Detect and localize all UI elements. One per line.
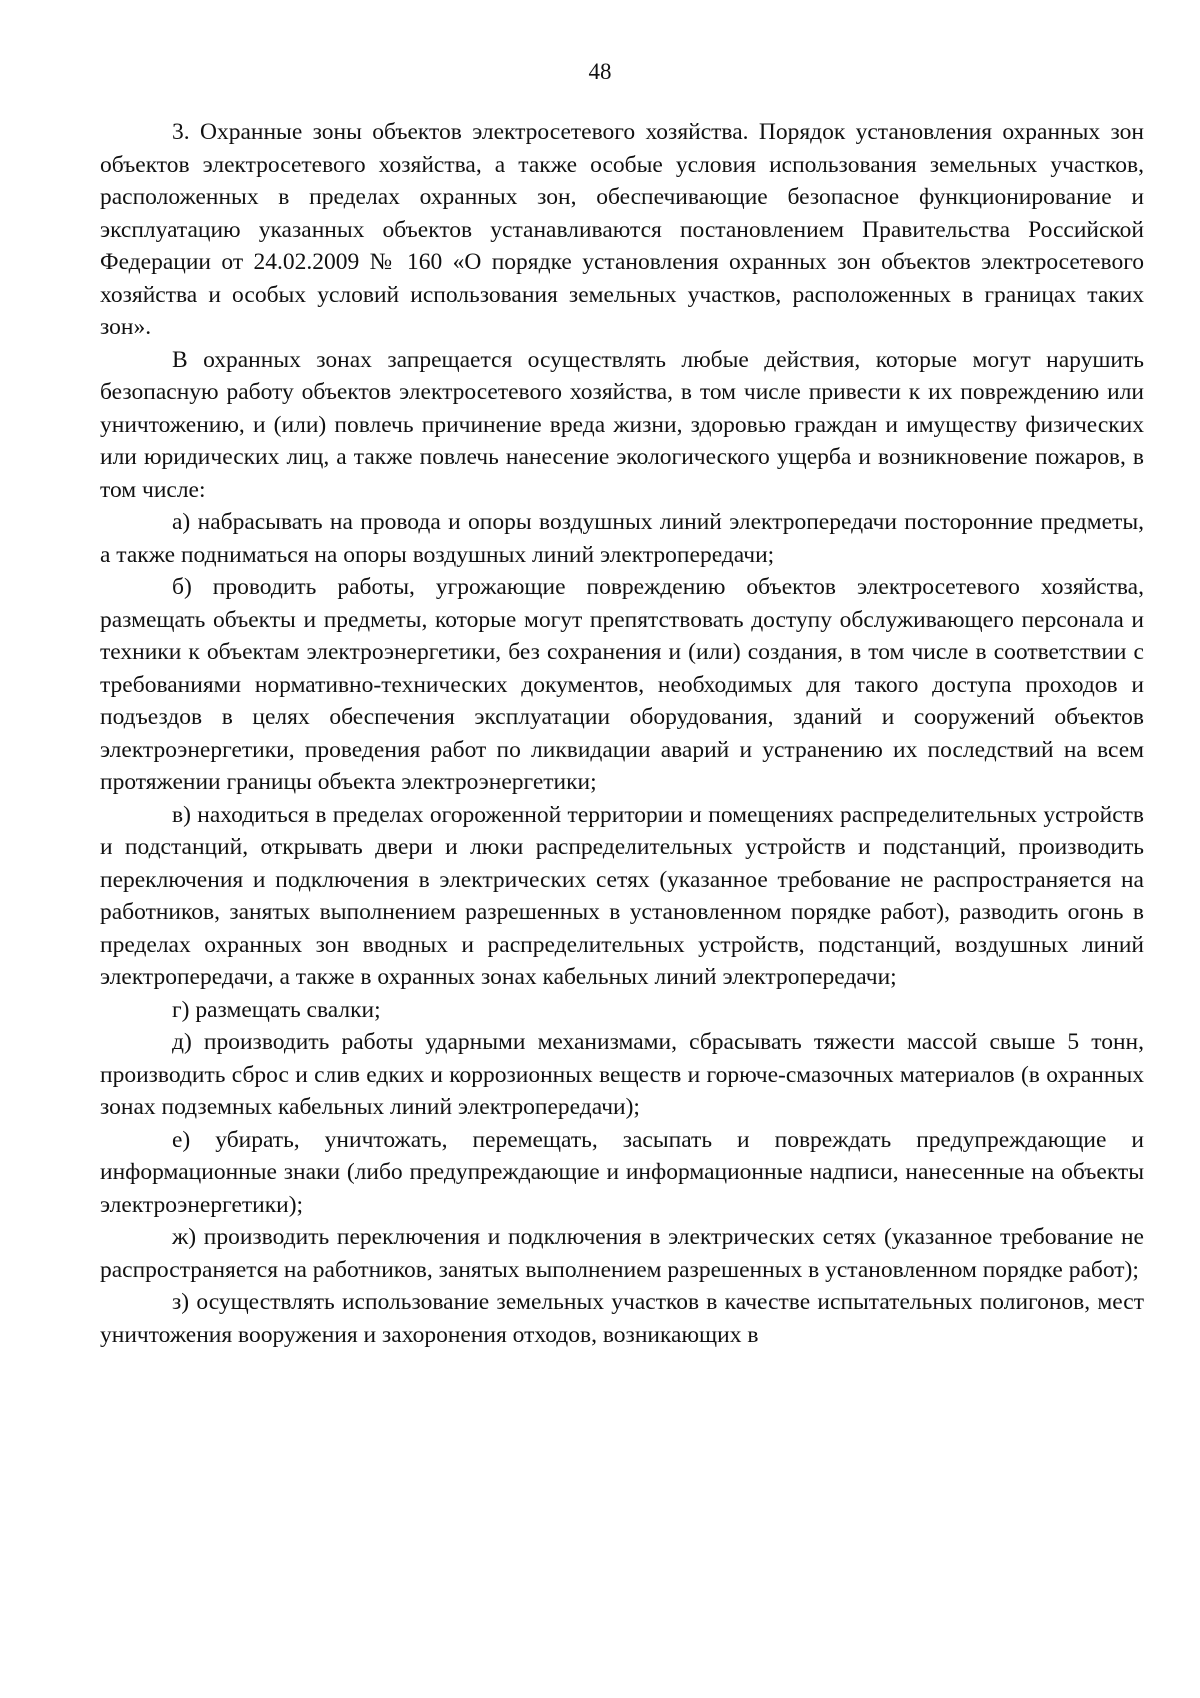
list-item-v: в) находиться в пределах огороженной территории и помещениях распределительных устройств и подстанций, открывать двери и люки распределительных устройств и подстанций, производить переключения и подключения в электрических сетях (указанное требование не распространяется на работников, занятых выполнением разрешенных в установленном порядке работ), разводить огонь в пределах охранных зон вводных и распределительных устройств, подстанций, воздушных линий электропередачи, а также в охранных зонах кабельных линий электропередачи; (100, 801, 1144, 990)
page-number: 48 (588, 59, 612, 84)
list-item-zh: ж) производить переключения и подключения в электрических сетях (указанное требование не распространяется на работников, занятых выполнением разрешенных в установленном порядке работ); (100, 1224, 1144, 1283)
document-body (100, 116, 1144, 1351)
list-item-z: з) осуществлять использование земельных участков в качестве испытательных полигонов, мест уничтожения вооружения и захоронения отходов, возникающих в (100, 1289, 1144, 1348)
paragraph-protected-zones-intro: 3. Охранные зоны объектов электросетевого хозяйства. Порядок установления охранных зон объектов электросетевого хозяйства, а также особые условия использования земельных участков, расположенных в пределах охранных зон, обеспечивающие безопасное функционирование и эксплуатацию указанных объектов устанавливаются постановлением Правительства Российской Федерации от 24.02.2009 № 160 «О порядке установления охранных зон объектов электросетевого хозяйства и особых условий использования земельных участков, расположенных в границах таких зон». (100, 119, 1144, 340)
paragraph-prohibitions-intro: В охранных зонах запрещается осуществлять любые действия, которые могут нарушить безопасную работу объектов электросетевого хозяйства, в том числе привести к их повреждению или уничтожению, и (или) повлечь причинение вреда жизни, здоровью граждан и имуществу физических или юридических лиц, а также повлечь нанесение экологического ущерба и возникновение пожаров, в том числе: (100, 346, 1144, 503)
list-item-a: а) набрасывать на провода и опоры воздушных линий электропередачи посторонние предметы, а также подниматься на опоры воздушных линий электропередачи; (100, 509, 1144, 568)
list-item-e: е) убирать, уничтожать, перемещать, засыпать и повреждать предупреждающие и информационные знаки (либо предупреждающие и информационные надписи, нанесенные на объекты электроэнергетики); (100, 1126, 1144, 1218)
list-item-g: г) размещать свалки; (172, 996, 381, 1023)
list-item-b: б) проводить работы, угрожающие повреждению объектов электросетевого хозяйства, размещать объекты и предметы, которые могут препятствовать доступу обслуживающего персонала и техники к объектам электроэнергетики, без сохранения и (или) создания, в том числе в соответствии с требованиями нормативно-технических документов, необходимых для такого доступа проходов и подъездов в целях обеспечения эксплуатации оборудования, зданий и сооружений объектов электроэнергетики, проведения работ по ликвидации аварий и устранению их последствий на всем протяжении границы объекта электроэнергетики; (100, 574, 1144, 795)
list-item-d: д) производить работы ударными механизмами, сбрасывать тяжести массой свыше 5 тонн, производить сброс и слив едких и коррозионных веществ и горюче-смазочных материалов (в охранных зонах подземных кабельных линий электропередачи); (100, 1029, 1144, 1120)
